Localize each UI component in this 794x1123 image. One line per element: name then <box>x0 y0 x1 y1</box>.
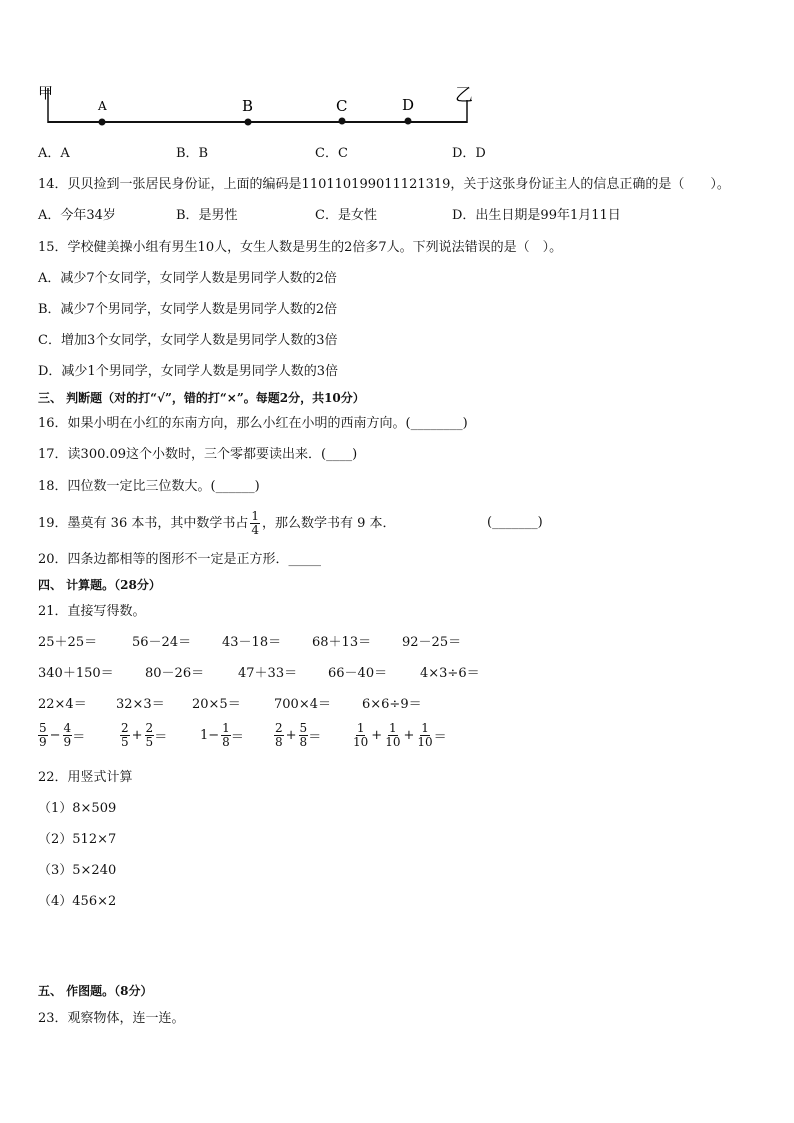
point-label-d: D <box>402 96 415 114</box>
calc-fraction-2 <box>120 722 167 749</box>
point-b <box>245 119 252 126</box>
q22-item-2: （2）512×7 <box>38 832 117 847</box>
section3-title: 三、 判断题（对的打“√”，错的打“×”。每题2分，共10分） <box>38 391 365 405</box>
q14-option-b: B．是男性 <box>176 208 238 223</box>
equals-sign: ＝ <box>72 730 86 745</box>
q15-stem: 15．学校健美操小组有男生10人，女生人数是男生的2倍多7人。下列说法错误的是（ ）。 <box>38 240 563 255</box>
calc-r2-3: 47＋33＝ <box>238 666 298 681</box>
operator: + <box>131 728 143 743</box>
calc-r3-5: 6×6÷9＝ <box>362 697 422 712</box>
q20: 20．四条边都相等的图形不一定是正方形．_____ <box>38 552 322 567</box>
figure-label-right: 乙 <box>455 85 473 106</box>
point-label-c: C <box>336 97 348 115</box>
section5-title: 五、 作图题。（8分） <box>38 984 153 998</box>
calc-r3-4: 700×4＝ <box>274 697 331 712</box>
q19 <box>38 510 396 537</box>
q13-option-b: B．B <box>176 146 209 161</box>
calc-r1-3: 43－18＝ <box>222 635 282 650</box>
calc-r2-1: 340＋150＝ <box>38 666 114 681</box>
q14-option-d: D．出生日期是99年1月11日 <box>452 208 621 223</box>
calc-r2-2: 80－26＝ <box>145 666 205 681</box>
frac-den: 10 <box>353 735 369 749</box>
q13-option-a: A．A <box>38 146 70 161</box>
q15-option-c: C．增加3个女同学，女同学人数是男同学人数的3倍 <box>38 333 338 348</box>
q15-option-d: D．减少1个男同学，女同学人数是男同学人数的3倍 <box>38 364 338 379</box>
frac-num: 2 <box>275 721 283 735</box>
q22-item-1: （1）8×509 <box>38 801 117 816</box>
frac-den: 10 <box>417 735 433 749</box>
calc-fraction-4 <box>274 722 321 749</box>
frac-den: 8 <box>222 735 230 749</box>
point-label-a: A <box>98 99 107 113</box>
equals-sign: ＝ <box>433 730 447 745</box>
q14-stem: 14．贝贝捡到一张居民身份证，上面的编码是110110199011121319，关于这张身份证主人的信息正确的是（ ）。 <box>38 177 730 192</box>
whole-minus: 1− <box>200 728 220 743</box>
frac-num: 2 <box>121 721 129 735</box>
calc-r2-4: 66－40＝ <box>328 666 388 681</box>
operator: + <box>285 728 297 743</box>
q19-fraction-den: 4 <box>251 523 259 537</box>
q19-blank: (_______) <box>487 515 543 530</box>
calc-r1-2: 56－24＝ <box>132 635 192 650</box>
frac-den: 9 <box>39 735 47 749</box>
frac-num: 5 <box>299 721 308 735</box>
frac-num: 1 <box>389 721 397 735</box>
calc-r1-5: 92－25＝ <box>402 635 462 650</box>
frac-num: 1 <box>222 721 230 735</box>
q15-option-b: B．减少7个男同学，女同学人数是男同学人数的2倍 <box>38 302 338 317</box>
calc-fraction-1 <box>38 722 85 749</box>
operator: − <box>49 728 61 743</box>
q22: 22．用竖式计算 <box>38 770 133 785</box>
frac-den: 9 <box>63 735 72 749</box>
frac-den: 5 <box>121 735 129 749</box>
frac-num: 1 <box>356 721 365 735</box>
frac-num: 1 <box>421 721 429 735</box>
q14-option-a: A．今年34岁 <box>38 208 116 223</box>
q13-option-d: D．D <box>452 146 486 161</box>
q18: 18．四位数一定比三位数大。(______) <box>38 479 260 494</box>
equals-sign: ＝ <box>230 730 244 745</box>
equals-sign: ＝ <box>308 730 322 745</box>
q19-fraction-num: 1 <box>251 509 259 523</box>
operator: + <box>371 728 383 743</box>
frac-den: 5 <box>145 735 154 749</box>
q22-item-4: （4）456×2 <box>38 894 117 909</box>
operator: + <box>403 728 415 743</box>
section4-title: 四、 计算题。（28分） <box>38 578 161 592</box>
frac-num: 2 <box>145 721 154 735</box>
q21: 21．直接写得数。 <box>38 604 146 619</box>
equals-sign: ＝ <box>154 730 168 745</box>
calc-r2-5: 4×3÷6＝ <box>420 666 480 681</box>
frac-den: 8 <box>299 735 308 749</box>
calc-r1-4: 68＋13＝ <box>312 635 372 650</box>
frac-num: 5 <box>39 721 47 735</box>
calc-r1-1: 25＋25＝ <box>38 635 98 650</box>
figure-label-left: 甲 <box>38 84 54 102</box>
calc-r3-2: 32×3＝ <box>116 697 165 712</box>
q17: 17．读300.09这个小数时，三个零都要读出来．(____) <box>38 447 358 462</box>
frac-den: 10 <box>385 735 401 749</box>
point-label-b: B <box>242 97 254 115</box>
q13-option-c: C．C <box>315 146 348 161</box>
q19-text-a: 19．墨莫有 36 本书，其中数学书占 <box>38 515 249 531</box>
q22-item-3: （3）5×240 <box>38 863 117 878</box>
calc-r3-3: 20×5＝ <box>192 697 241 712</box>
q19-fraction <box>250 510 260 537</box>
line-segment-figure <box>0 0 794 135</box>
q23: 23．观察物体，连一连。 <box>38 1011 185 1026</box>
q14-option-c: C．是女性 <box>315 208 377 223</box>
q16: 16．如果小明在小红的东南方向，那么小红在小明的西南方向。(________) <box>38 416 468 431</box>
q19-text-b: ，那么数学书有 9 本． <box>262 515 396 531</box>
calc-fraction-3 <box>200 722 244 749</box>
calc-fraction-5 <box>352 722 447 749</box>
point-d <box>405 118 412 125</box>
frac-den: 8 <box>275 735 283 749</box>
frac-num: 4 <box>63 721 72 735</box>
calc-r3-1: 22×4＝ <box>38 697 87 712</box>
point-a <box>99 119 106 126</box>
point-c <box>339 118 346 125</box>
q15-option-a: A．减少7个女同学，女同学人数是男同学人数的2倍 <box>38 271 337 286</box>
